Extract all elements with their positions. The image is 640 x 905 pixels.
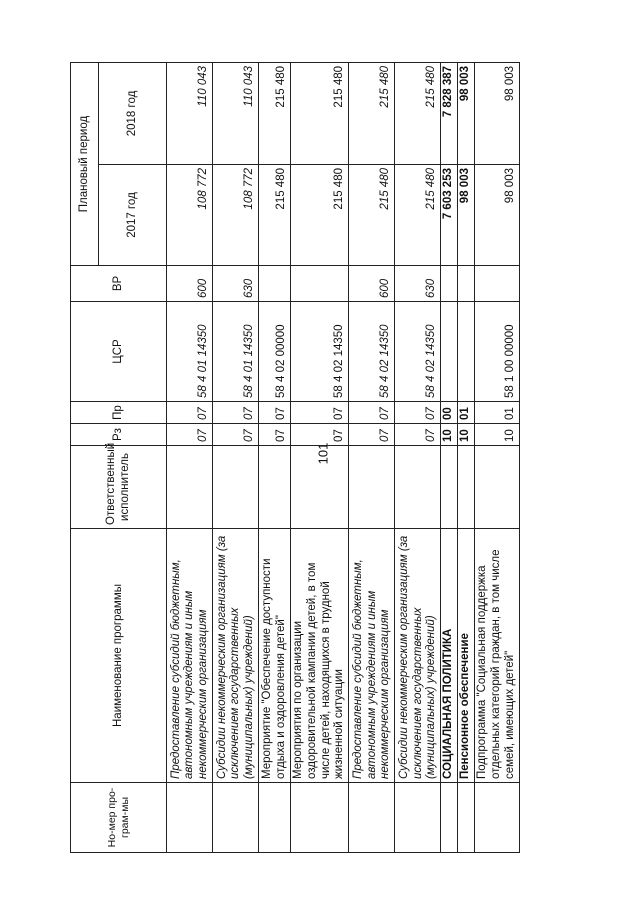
pr-cell: 07 (259, 402, 291, 424)
table-row (213, 62, 259, 852)
value-2017-cell: 98 003 (457, 165, 474, 266)
executor-cell (213, 446, 259, 529)
vr-cell: 630 (213, 266, 259, 302)
program-name-cell: Предоставление субсидий бюджетным, автономным учреждениям и иным некоммерческим организациям (167, 529, 213, 783)
pr-cell: 01 (457, 402, 474, 424)
vr-cell (474, 266, 519, 302)
program-number-cell (213, 783, 259, 853)
value-2017-cell: 7 603 253 (441, 165, 458, 266)
executor-cell (474, 446, 519, 529)
header-rz: Рз (71, 424, 167, 446)
vr-cell: 600 (167, 266, 213, 302)
rz-cell: 07 (395, 424, 441, 446)
vr-cell: 600 (349, 266, 395, 302)
pr-cell: 01 (474, 402, 519, 424)
value-2017-cell: 108 772 (167, 165, 213, 266)
value-2017-cell: 215 480 (349, 165, 395, 266)
program-name-cell: Подпрограмма "Социальная поддержка отдельных категорий граждан, в том числе семей, имеющих детей" (474, 529, 519, 783)
program-name-cell: Предоставление субсидий бюджетным, автономным учреждениям и иным некоммерческим организациям (349, 529, 395, 783)
program-number-cell (441, 783, 458, 853)
value-2018-cell: 7 828 387 (441, 62, 458, 164)
header-vr: ВР (71, 266, 167, 302)
value-2018-cell: 215 480 (395, 62, 441, 164)
program-number-cell (395, 783, 441, 853)
csr-cell: 58 1 00 00000 (474, 302, 519, 402)
rz-cell: 10 (441, 424, 458, 446)
pr-cell: 00 (441, 402, 458, 424)
csr-cell: 58 4 02 00000 (259, 302, 291, 402)
table-row (457, 62, 474, 852)
csr-cell: 58 4 02 14350 (349, 302, 395, 402)
pr-cell: 07 (395, 402, 441, 424)
program-name-cell: Субсидии некоммерческим организациям (за исключением государственных (муниципальных) учреждений) (395, 529, 441, 783)
table-row (395, 62, 441, 852)
table-body (167, 62, 520, 852)
header-csr: ЦСР (71, 302, 167, 402)
vr-cell (291, 266, 349, 302)
program-name-cell: Мероприятия по организации оздоровительной кампании детей, в том числе детей, находящихся в трудной жизненной ситуации (291, 529, 349, 783)
table-row (441, 62, 458, 852)
executor-cell (441, 446, 458, 529)
value-2017-cell: 108 772 (213, 165, 259, 266)
csr-cell: 58 4 02 14350 (291, 302, 349, 402)
rz-cell: 07 (167, 424, 213, 446)
rotated-table-area (70, 63, 516, 853)
vr-cell (259, 266, 291, 302)
vr-cell (441, 266, 458, 302)
pr-cell: 07 (349, 402, 395, 424)
executor-cell (167, 446, 213, 529)
rz-cell: 07 (291, 424, 349, 446)
executor-cell (259, 446, 291, 529)
program-number-cell (474, 783, 519, 853)
executor-cell (291, 446, 349, 529)
program-number-cell (167, 783, 213, 853)
table-row (349, 62, 395, 852)
vr-cell (457, 266, 474, 302)
value-2018-cell: 215 480 (349, 62, 395, 164)
value-2018-cell: 110 043 (213, 62, 259, 164)
program-name-cell: Субсидии некоммерческим организациям (за исключением государственных (муниципальных) учреждений) (213, 529, 259, 783)
csr-cell (441, 302, 458, 402)
value-2017-cell: 215 480 (259, 165, 291, 266)
program-name-cell: Мероприятие "Обеспечение доступности отдыха и оздоровления детей" (259, 529, 291, 783)
value-2017-cell: 215 480 (395, 165, 441, 266)
rz-cell: 07 (213, 424, 259, 446)
rz-cell: 10 (457, 424, 474, 446)
executor-cell (349, 446, 395, 529)
executor-cell (457, 446, 474, 529)
table-row (474, 62, 519, 852)
budget-table (70, 62, 520, 853)
csr-cell: 58 4 01 14350 (213, 302, 259, 402)
program-name-cell: СОЦИАЛЬНАЯ ПОЛИТИКА (441, 529, 458, 783)
table-row (291, 62, 349, 852)
header-year-2017: 2017 год (99, 165, 167, 266)
program-number-cell (259, 783, 291, 853)
header-pr: Пр (71, 402, 167, 424)
csr-cell: 58 4 01 14350 (167, 302, 213, 402)
executor-cell (395, 446, 441, 529)
value-2017-cell: 98 003 (474, 165, 519, 266)
table-row (167, 62, 213, 852)
program-number-cell (457, 783, 474, 853)
value-2018-cell: 215 480 (259, 62, 291, 164)
header-planned-period: Плановый период (71, 62, 99, 265)
csr-cell (457, 302, 474, 402)
rz-cell: 07 (349, 424, 395, 446)
header-year-2018: 2018 год (99, 62, 167, 164)
vr-cell: 630 (395, 266, 441, 302)
pr-cell: 07 (213, 402, 259, 424)
table-row (259, 62, 291, 852)
program-name-cell: Пенсионное обеспечение (457, 529, 474, 783)
program-number-cell (291, 783, 349, 853)
page-number: 101 (315, 442, 331, 465)
header-program-number: Но-мер про-грам-мы (71, 783, 167, 853)
pr-cell: 07 (291, 402, 349, 424)
rz-cell: 10 (474, 424, 519, 446)
csr-cell: 58 4 02 14350 (395, 302, 441, 402)
program-number-cell (349, 783, 395, 853)
pr-cell: 07 (167, 402, 213, 424)
header-executor: Ответственный исполнитель (71, 446, 167, 529)
rotated-table (70, 63, 516, 853)
value-2018-cell: 110 043 (167, 62, 213, 164)
value-2018-cell: 98 003 (474, 62, 519, 164)
value-2018-cell: 98 003 (457, 62, 474, 164)
value-2017-cell: 215 480 (291, 165, 349, 266)
rz-cell: 07 (259, 424, 291, 446)
header-program-name: Наименование программы (71, 529, 167, 783)
value-2018-cell: 215 480 (291, 62, 349, 164)
